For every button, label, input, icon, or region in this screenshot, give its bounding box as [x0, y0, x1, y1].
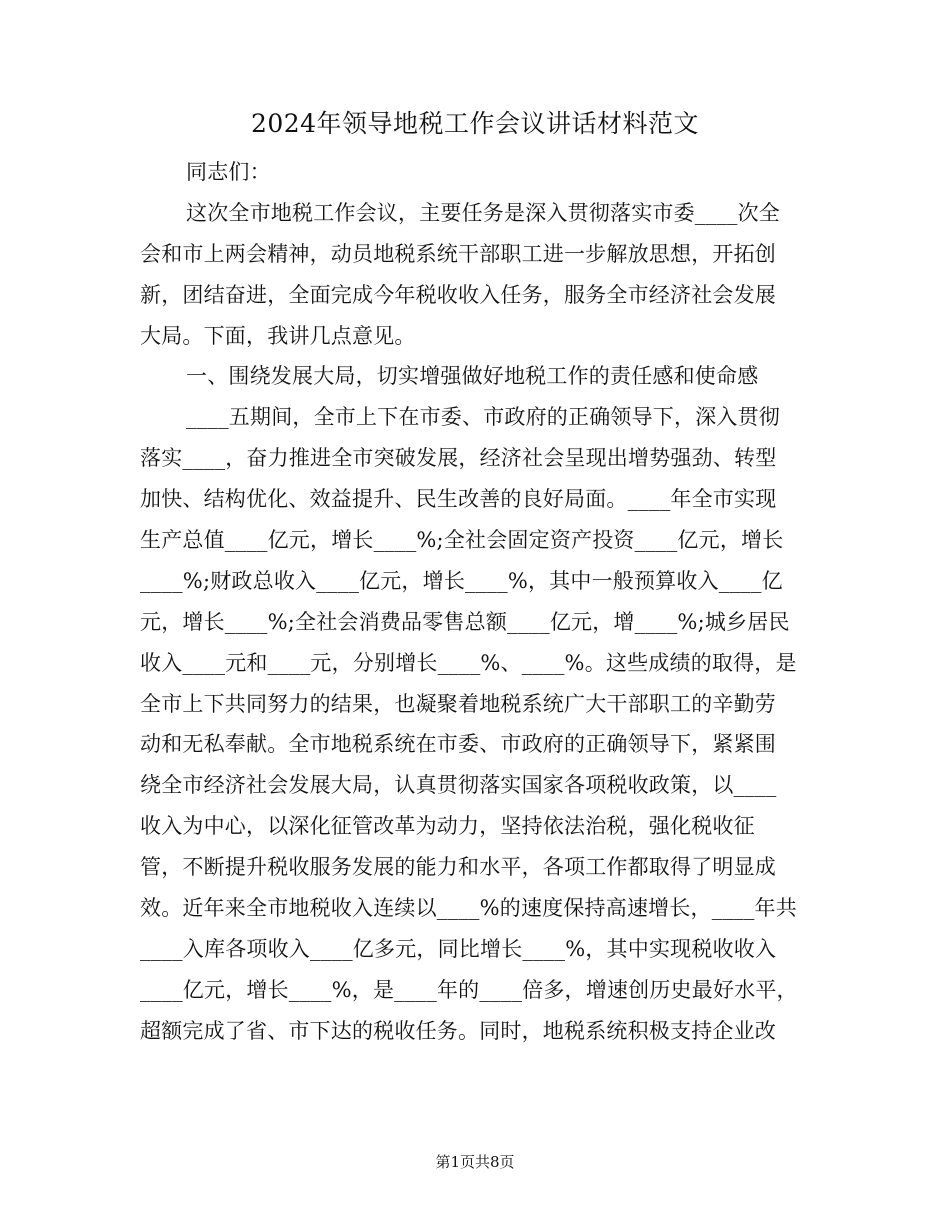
body-text-line: 管，不断提升税收服务发展的能力和水平，各项工作都取得了明显成	[140, 855, 776, 880]
body-text-line: 收入____元和____元，分别增长____%、____%。这些成绩的取得，是	[140, 650, 797, 675]
body-text-line: 这次全市地税工作会议，主要任务是深入贯彻落实市委____次全	[186, 200, 780, 225]
body-text-line: 动和无私奉献。全市地税系统在市委、市政府的正确领导下，紧紧围	[140, 732, 776, 757]
document-title: 2024年领导地税工作会议讲话材料范文	[250, 109, 700, 138]
body-text-line: 加快、结构优化、效益提升、民生改善的良好局面。____年全市实现	[140, 487, 777, 512]
body-text-line: 元，增长____%;全社会消费品零售总额____亿元，增____%;城乡居民	[140, 609, 790, 634]
body-text-line: 生产总值____亿元，增长____%;全社会固定资产投资____亿元，增长	[140, 528, 784, 553]
page-number-footer: 第1页共8页	[435, 1153, 515, 1171]
body-text-line: ____亿元，增长____%，是____年的____倍多，增速创历史最好水平，	[140, 977, 798, 1002]
body-text-line: 落实____，奋力推进全市突破发展，经济社会呈现出增势强劲、转型	[140, 446, 777, 471]
body-text-line: 一、围绕发展大局，切实增强做好地税工作的责任感和使命感	[186, 364, 759, 389]
body-text-line: ____五期间，全市上下在市委、市政府的正确领导下，深入贯彻	[186, 405, 780, 430]
body-text-line: 同志们：	[186, 160, 271, 184]
body-text-line: 会和市上两会精神，动员地税系统干部职工进一步解放思想，开拓创	[140, 241, 776, 266]
document-body	[140, 152, 810, 1052]
body-text-line: 超额完成了省、市下达的税收任务。同时，地税系统积极支持企业改	[140, 1018, 776, 1043]
body-text-line: 全市上下共同努力的结果，也凝聚着地税系统广大干部职工的辛勤劳	[140, 691, 776, 716]
body-text-line: 新，团结奋进，全面完成今年税收收入任务，服务全市经济社会发展	[140, 282, 776, 307]
body-text-line: ____入库各项收入____亿多元，同比增长____%，其中实现税收收入	[140, 936, 777, 961]
body-text-line: 收入为中心，以深化征管改革为动力，坚持依法治税，强化税收征	[140, 814, 755, 839]
body-text-line: 绕全市经济社会发展大局，认真贯彻落实国家各项税收政策，以____	[140, 773, 777, 798]
body-text-line: 大局。下面，我讲几点意见。	[140, 323, 416, 348]
body-text-line: ____%;财政总收入____亿元，增长____%，其中一般预算收入____亿	[140, 568, 783, 593]
body-text-line: 效。近年来全市地税收入连续以____%的速度保持高速增长，____年共	[140, 896, 797, 921]
